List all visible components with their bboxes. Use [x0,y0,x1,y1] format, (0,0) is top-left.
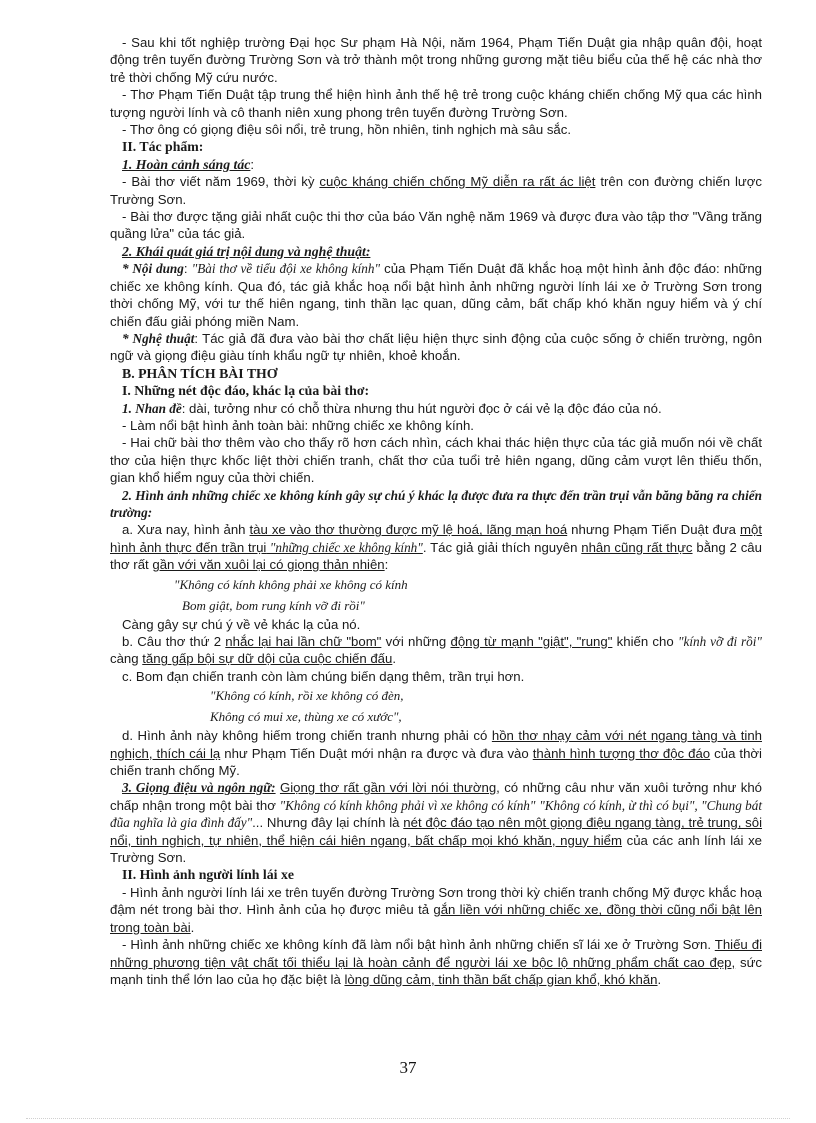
page-number: 37 [399,1058,417,1077]
quote: "những chiếc xe không kính" [266,539,423,555]
underlined-text: hồn thơ nhạy cảm với nét ngang tàng và tinh nghịch, thích cái lạ [110,728,762,761]
quote: "Không có kính không phải vì xe không có kính" [279,797,536,813]
text: d. Hình ảnh này không hiếm trong chiến tranh nhưng phải có [122,728,492,744]
paragraph [110,400,762,417]
document-body [110,34,762,988]
underlined-text: Thiếu đi những phương tiện vật chất tối thiểu lại là hoàn cảnh để người lái xe bộc lộ những phẩm chất cao đẹp, [110,937,762,970]
text: nhưng Phạm Tiến Duật đưa [567,522,740,538]
text: trên con đường chiến lược Trường Sơn. [110,174,762,207]
text: . [392,651,397,667]
subheading [110,156,762,173]
text: : [384,557,389,573]
text: . Tác giả giải thích nguyên [422,539,582,555]
text: khiến cho [612,634,678,649]
paragraph [110,884,762,936]
text: như Phạm Tiến Duật mới nhận ra được và đưa vào [220,745,533,761]
paragraph [110,173,762,208]
subheading: 2. Khái quát giá trị nội dung và nghệ thuật: [122,243,371,259]
text: của Phạm Tiến Duật đã khắc hoạ một hình ảnh độc đáo: những chiếc xe không kính. Qua đó, tác giả khắc hoạ nổi bật hình ảnh những người lính lái xe ở Trường Sơn trong thời chống Mỹ, với tư thế hiên ngang, tinh thần lạc quan, dũng cảm, bất chấp khó khăn nguy hiểm và ý chí chiến đấu giải phóng miền Nam. [110,261,762,329]
paragraph [110,779,762,866]
underlined-text: lòng dũng cảm, tinh thần bất chấp gian khổ, khó khăn [344,971,658,987]
paragraph [110,936,762,988]
underlined-text: một hình ảnh thực đến trần trụi [110,522,762,555]
poem-line: "Không có kính, rồi xe không có đèn, [210,688,404,704]
text: của các anh lính lái xe Trường Sơn. [110,832,762,866]
label: 1. Nhan đề [122,400,182,416]
text: - Bài thơ được tặng giải nhất cuộc thi thơ của báo Văn nghệ năm 1969 và được đưa vào tập thơ [122,209,693,225]
underlined-text: gắn liền với những chiếc xe, đồng thời cũng nổi bật lên trong toàn bài [110,902,762,935]
underlined-text: gần với văn xuôi lại có giọng thản nhiên [152,557,385,573]
text: : dài, tưởng như có chỗ thừa nhưng thu hút người đọc ở cái vẻ lạ độc đáo của nó. [181,400,662,416]
paragraph [110,633,762,668]
text: - Bài thơ viết năm 1969, thời kỳ [122,174,320,190]
quote: "Bài thơ về tiểu đội xe không kính" [191,261,380,277]
text: b. Câu thơ thứ 2 [122,634,226,649]
quote: "kính vỡ đi rồi" [677,634,762,649]
paragraph: c. Bom đạn chiến tranh còn làm chúng biến dạng thêm, trần trụi hơn. [122,668,525,684]
text: "Vầng trăng quầng lửa" của tác giả. [110,209,763,242]
text: ... Nhưng đây lại chính là [252,815,404,831]
paragraph [110,521,762,573]
underlined-text: Giọng thơ rất gần với lời nói thường [279,780,497,796]
underlined-text: cuộc kháng chiến chống Mỹ diễn ra rất ác liệt [319,174,596,190]
text: - Hình ảnh người lính lái xe trên tuyến đường Trường Sơn trong thời kỳ chiến tranh chống Mỹ được khắc hoạ đậm nét trong bài thơ. Hình ảnh của họ được miêu tả [110,884,762,918]
page-bottom-divider [26,1118,790,1119]
intro-paragraph: - Sau khi tốt nghiệp trường Đại học Sư phạm Hà Nội, năm 1964, Phạm Tiến Duật gia nhập quân đội, hoạt động trên tuyến đường Trường Sơn và trở thành một trong những gương mặt tiêu biểu của thế hệ các nhà thơ trẻ thời chống Mỹ cứu nước. [110,35,762,85]
text: - Hình ảnh những chiếc xe không kính đã làm nổi bật hình ảnh những chiến sĩ lái xe ở Trường Sơn. [122,937,715,953]
subheading-text: 1. Hoàn cảnh sáng tác [122,156,251,172]
text: càng [110,651,143,667]
text: của thời chiến tranh chống Mỹ. [110,745,762,779]
part-heading: B. PHÂN TÍCH BÀI THƠ [122,365,278,381]
underlined-text: tàu xe vào thơ thường được mỹ lệ hoá, lãng mạn hoá [249,522,568,538]
underlined-text: nét độc đáo tạo nên một giọng điệu ngang tàng, trẻ trung, sôi nổi, tinh nghịch, tự nhiên, thể hiện cái hiên ngang, bất chấp mọi khó khăn, nguy hiểm [110,815,763,848]
text: . [657,971,662,987]
subheading: 2. Hình ảnh những chiếc xe không kính gây sự chú ý khác lạ được đưa ra thực đến trần trụi vẫn băng băng ra chiến trường: [110,487,762,520]
section-heading: I. Những nét độc đáo, khác lạ của bài thơ: [122,383,370,399]
underlined-text: động từ mạnh "giật", "rung" [450,634,613,649]
poem-line: Không có mui xe, thùng xe có xước", [210,709,402,725]
underlined-text: nhân cũng rất thực [581,539,693,555]
section-heading: II. Tác phẩm: [122,139,204,155]
text: với những [381,634,451,649]
quote: "Không có kính, ừ thì có bụi", "Chung bát đũa nghĩa là gia đình đấy" [110,797,763,831]
text: bằng 2 câu thơ rất [110,539,762,573]
paragraph: - Làm nổi bật hình ảnh toàn bài: những chiếc xe không kính. [122,417,474,433]
label: 3. Giọng điệu và ngôn ngữ: [122,780,276,796]
paragraph [110,727,762,779]
paragraph [110,208,762,243]
paragraph [110,330,762,365]
poem-line: "Không có kính không phải xe không có kính [174,576,408,592]
paragraph [110,260,762,330]
text: : Tác giả đã đưa vào bài thơ chất liệu hiện thực sinh động của cuộc sống ở chiến trường, ngôn ngữ và giọng điệu giàu tính khẩu ngữ tự nhiên, khoẻ khoắn. [110,330,762,364]
poem-line: Bom giật, bom rung kính vỡ đi rồi" [182,597,365,613]
paragraph: - Hai chữ bài thơ thêm vào cho thấy rõ hơn cách nhìn, cách khai thác hiện thực của tác giả muốn nói về chất thơ của hiện thực khốc liệt thời chiến tranh, chất thơ của tuổi trẻ hiên ngang, dũng cảm vượt lên thiếu thốn, gian khổ hiểm nguy của thời chiến. [110,435,762,486]
label: * Nghệ thuật [122,330,195,346]
underlined-text: nhắc lại hai lần chữ "bom" [225,634,382,649]
label: * Nội dung [122,261,184,277]
text: , có những câu như văn xuôi tưởng như khó chấp nhận trong một bài thơ [110,780,763,813]
colon: : [250,156,255,172]
paragraph: Càng gây sự chú ý về vẻ khác lạ của nó. [122,616,361,632]
intro-paragraph: - Thơ ông có giọng điệu sôi nổi, trẻ trung, hồn nhiên, tinh nghịch mà sâu sắc. [122,122,571,138]
intro-paragraph: - Thơ Phạm Tiến Duật tập trung thể hiện hình ảnh thế hệ trẻ trong cuộc kháng chiến chống Mỹ qua các hình tượng người lính và cô thanh niên xung phong trên tuyến đường Trường Sơn. [110,87,762,120]
text: : [183,261,192,277]
underlined-text: tăng gấp bội sự dữ dội của cuộc chiến đấu [142,651,393,667]
text: . [190,919,195,935]
underlined-text: thành hình tượng thơ độc đáo [532,745,711,761]
text: sức mạnh tinh thể lớn lao của họ đặc biệt là [110,954,762,987]
text: a. Xưa nay, hình ảnh [122,522,250,538]
section-heading: II. Hình ảnh người lính lái xe [122,867,294,883]
